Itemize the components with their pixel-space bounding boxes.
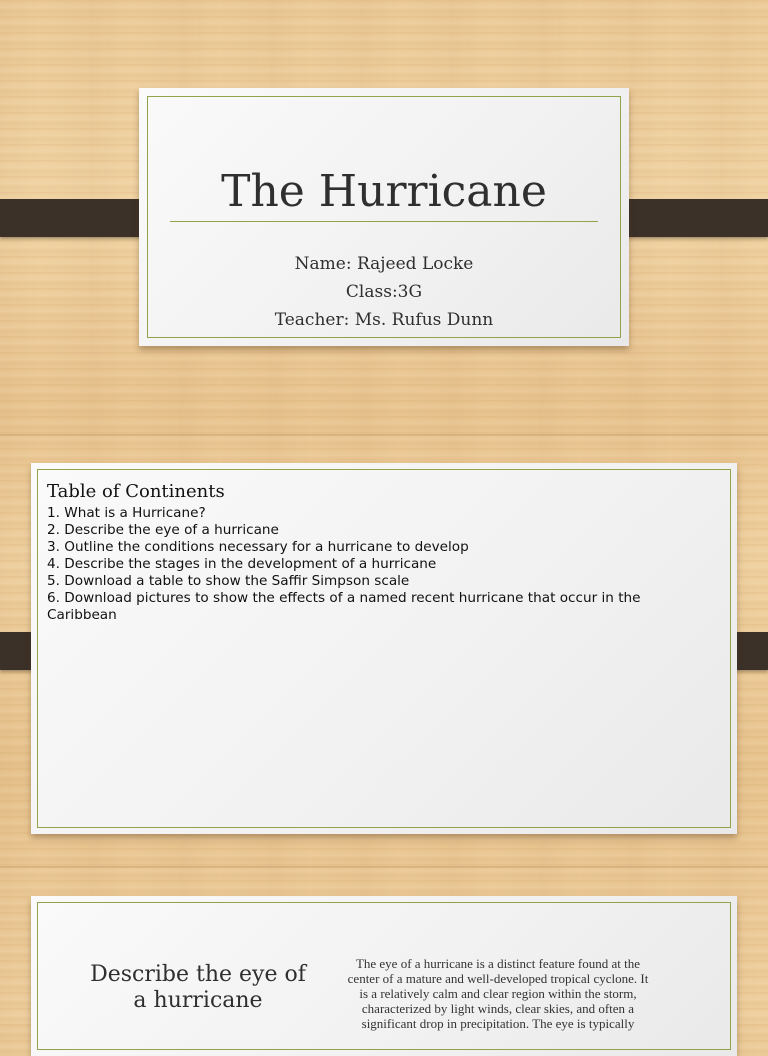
contents-heading: Table of Continents: [47, 481, 225, 502]
contents-slide: [31, 463, 737, 834]
eye-slide: [31, 896, 737, 1056]
list-item: 5. Download a table to show the Saffir Simpson scale: [47, 573, 410, 589]
student-class: Class:3G: [345, 282, 423, 302]
list-item: 1. What is a Hurricane?: [47, 505, 206, 521]
list-item: 6. Download pictures to show the effects of a named recent hurricane that occur in the Caribbean: [47, 590, 641, 623]
list-item: 3. Outline the conditions necessary for a hurricane to develop: [47, 539, 469, 555]
list-item: 4. Describe the stages in the development of a hurricane: [47, 556, 437, 572]
page-title: The Hurricane: [221, 166, 547, 217]
student-name: Name: Rajeed Locke: [294, 254, 474, 274]
slide1-band-left: [0, 199, 155, 237]
title-slide: [139, 88, 629, 346]
slide1-band-right: [613, 199, 768, 237]
eye-body-text: The eye of a hurricane is a distinct feature found at the center of a mature and well-developed tropical cyclone. It is a relatively calm and clear region within the storm, characterized by light winds, clear skies, and often a significant drop in precipitation. The eye is typically: [347, 956, 649, 1031]
eye-heading: Describe the eye of a hurricane: [90, 962, 306, 1013]
contents-list: [47, 505, 697, 624]
list-item: 2. Describe the eye of a hurricane: [47, 522, 279, 538]
title-divider: [170, 221, 598, 222]
teacher-name: Teacher: Ms. Rufus Dunn: [274, 310, 494, 330]
